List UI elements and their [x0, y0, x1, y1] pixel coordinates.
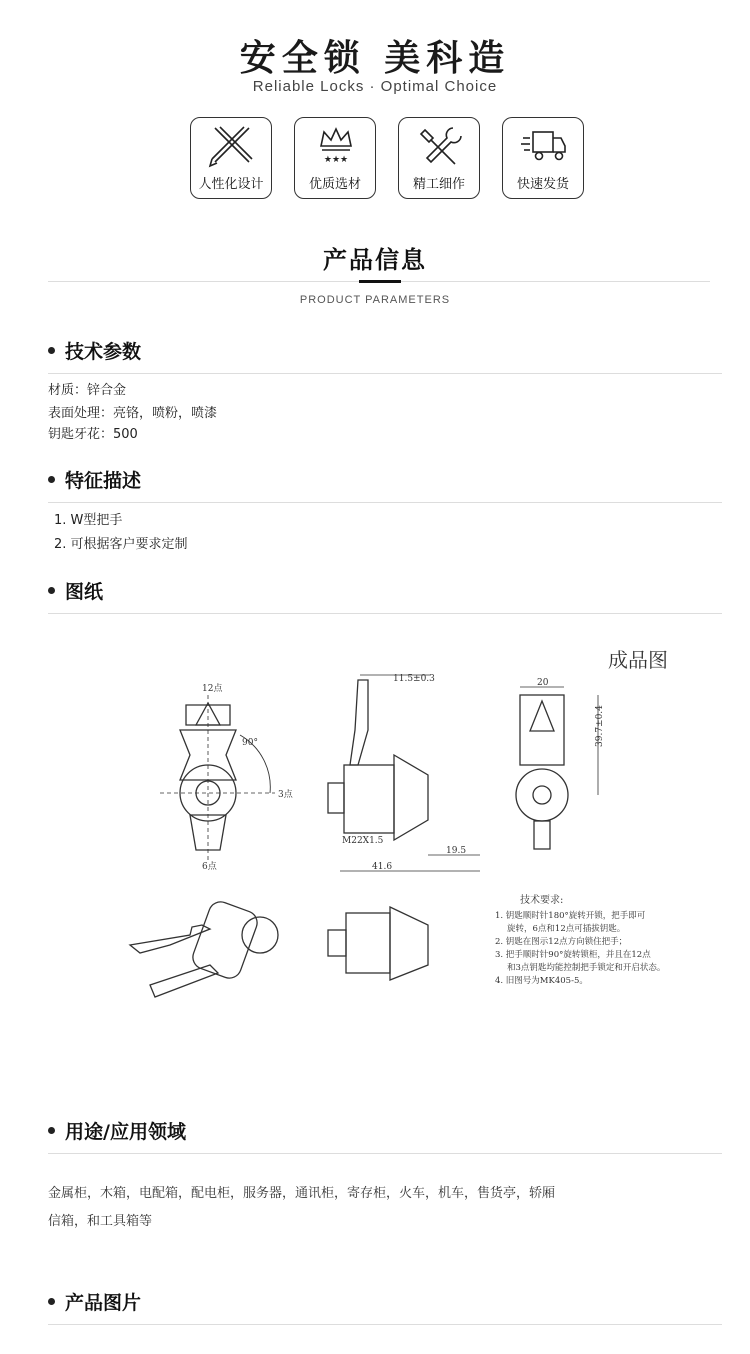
divider: [48, 613, 722, 614]
crown-icon: [311, 124, 361, 168]
spec-key: 钥匙牙花：500: [48, 427, 138, 442]
divider: [48, 1324, 722, 1325]
page-title: 安全锁 美科造: [239, 38, 511, 79]
dim-label: 90°: [242, 738, 258, 748]
feature-label: 优质选材: [308, 177, 361, 192]
photos-heading: 产品图片: [48, 1288, 141, 1315]
section-accent-bar: [359, 280, 401, 283]
dim-label: M22X1.5: [342, 836, 384, 846]
dim-label: 20: [537, 678, 549, 688]
feature-label: 精工细作: [412, 177, 465, 192]
bullet-icon: [48, 1298, 55, 1305]
bullet-icon: [48, 476, 55, 483]
divider: [48, 1153, 722, 1154]
bullet-icon: [48, 347, 55, 354]
dim-label: 19.5: [446, 846, 467, 856]
tech-line: 和3点钥匙均能控制把手锁定和开启状态。: [507, 963, 666, 973]
feature-item: 2. 可根据客户要求定制: [54, 537, 188, 552]
technical-drawing: [110, 635, 710, 1025]
dim-label: 3点: [278, 790, 293, 800]
truck-icon: [519, 124, 569, 168]
feature-label: 快速发货: [516, 177, 569, 192]
dim-label: 6点: [202, 862, 217, 872]
feature-shipping: [502, 117, 584, 199]
section-subtitle: PRODUCT PARAMETERS: [299, 294, 451, 306]
spec-surface: 表面处理：亮铬，喷粉，喷漆: [48, 406, 218, 421]
tech-line: 旋转，6点和12点可插拔钥匙。: [507, 924, 626, 934]
feature-label: 人性化设计: [198, 177, 264, 192]
dim-label: 11.5±0.3: [393, 674, 435, 684]
page-subtitle: Reliable Locks · Optimal Choice: [252, 78, 498, 95]
svg-text:★★★: ★★★: [323, 155, 349, 165]
usage-heading: 用途/应用领域: [48, 1117, 186, 1144]
feature-item: 1. W型把手: [54, 513, 123, 528]
drawing-heading: 图纸: [48, 577, 103, 604]
tech-line: 3. 把手顺时针90°旋转锁柜，并且在12点: [495, 950, 651, 960]
bullet-icon: [48, 587, 55, 594]
tech-line: 4. 旧图号为MK405-5。: [495, 976, 588, 986]
features-heading: 特征描述: [48, 466, 141, 493]
divider: [48, 502, 722, 503]
drawing-title: 成品图: [608, 648, 668, 672]
dim-label: 39.7±0.4: [595, 705, 605, 747]
tools-icon: [415, 124, 465, 168]
divider: [48, 373, 722, 374]
tech-title: 技术要求:: [520, 895, 564, 906]
tech-line: 1. 钥匙顺时针180°旋转开锁，把手即可: [495, 911, 646, 921]
bullet-icon: [48, 1127, 55, 1134]
spec-material: 材质：锌合金: [48, 383, 127, 398]
section-title: 产品信息: [323, 246, 427, 274]
pencil-ruler-icon: [207, 124, 257, 168]
tech-line: 2. 钥匙在图示12点方向锁住把手；: [495, 937, 628, 947]
feature-craft: [398, 117, 480, 199]
specs-heading: 技术参数: [48, 337, 141, 364]
feature-material: [294, 117, 376, 199]
usage-text: 金属柜，木箱，电配箱，配电柜，服务器，通讯柜，寄存柜，火车，机车，售货亭，轿厢 信箱，和工具箱等: [48, 1186, 556, 1229]
dim-label: 41.6: [372, 862, 393, 872]
feature-row: [190, 117, 584, 199]
feature-design: [190, 117, 272, 199]
dim-label: 12点: [202, 684, 223, 694]
